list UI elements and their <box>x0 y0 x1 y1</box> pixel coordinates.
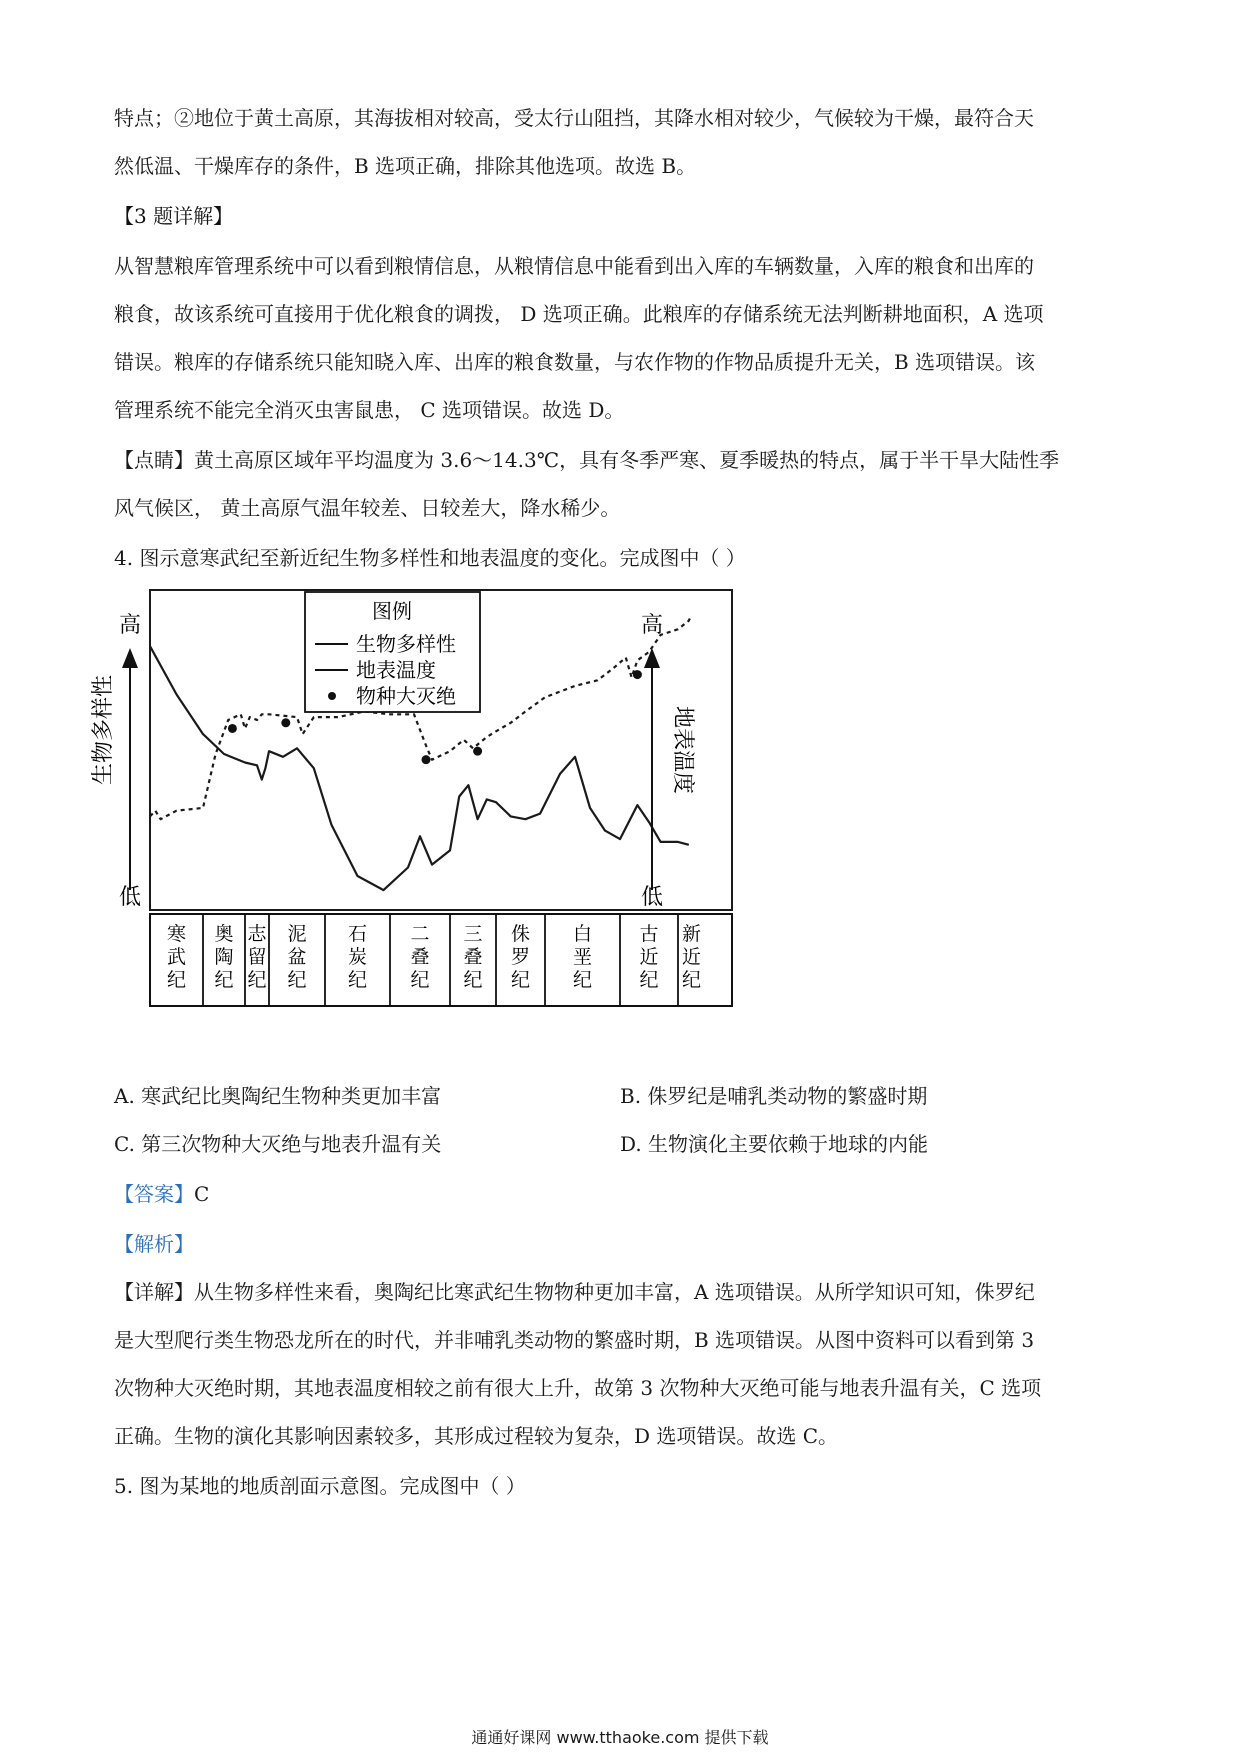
chart-legend <box>305 592 480 712</box>
paragraph-line: 错误。粮库的存储系统只能知晓入库、出库的粮食数量，与农作物的作物品质提升无关，B 选项错误。该 <box>114 350 1036 374</box>
period-label: 泥盆纪 <box>287 923 307 991</box>
answer-value: C <box>194 1182 210 1206</box>
paragraph-line: 然低温、干燥库存的条件，B 选项正确，排除其他选项。故选 B。 <box>114 154 697 178</box>
left-axis-title: 生物多样性 <box>91 674 116 786</box>
legend-extinction-swatch <box>328 692 336 700</box>
left-axis-low: 低 <box>118 885 142 910</box>
paragraph-line: 风气候区， 黄土高原气温年较差、日较差大，降水稀少。 <box>114 496 621 520</box>
period-label: 志留纪 <box>247 923 267 991</box>
legend-title: 图例 <box>372 599 412 623</box>
paragraph-line: 次物种大灭绝时期，其地表温度相较之前有很大上升，故第 3 次物种大灭绝可能与地表升温有关，C 选项 <box>114 1376 1042 1400</box>
section-heading: 【3 题详解】 <box>114 204 234 228</box>
period-label: 石炭纪 <box>347 923 368 991</box>
period-label: 古近纪 <box>639 923 659 991</box>
legend-extinction-label: 物种大灭绝 <box>356 684 456 708</box>
extinction-point <box>633 670 642 679</box>
right-axis-high: 高 <box>640 613 664 638</box>
period-label: 新近纪 <box>681 923 702 991</box>
option-c: C. 第三次物种大灭绝与地表升温有关 <box>114 1132 442 1156</box>
period-label: 二叠纪 <box>410 923 430 991</box>
biodiversity-temperature-chart <box>91 590 740 1060</box>
left-axis-arrow <box>122 648 138 668</box>
option-b: B. 侏罗纪是哺乳类动物的繁盛时期 <box>620 1084 928 1108</box>
paragraph-line: 管理系统不能完全消灭虫害鼠患， C 选项错误。故选 D。 <box>114 398 625 422</box>
option-a: A. 寒武纪比奥陶纪生物种类更加丰富 <box>114 1084 442 1108</box>
legend-temperature-label: 地表温度 <box>356 658 436 682</box>
paragraph-line: 特点；②地位于黄土高原，其海拔相对较高，受太行山阻挡，其降水相对较少，气候较为干燥，最符合天 <box>114 106 1034 130</box>
extinction-point <box>228 724 237 733</box>
period-label: 侏罗纪 <box>510 923 531 991</box>
extinction-point <box>281 718 290 727</box>
paragraph-line: 正确。生物的演化其影响因素较多，其形成过程较为复杂，D 选项错误。故选 C。 <box>114 1424 839 1448</box>
legend-biodiversity-label: 生物多样性 <box>356 632 456 656</box>
period-table <box>150 914 732 1006</box>
paragraph-line: 是大型爬行类生物恐龙所在的时代，并非哺乳类动物的繁盛时期，B 选项错误。从图中资料可以看到第 3 <box>114 1328 1035 1352</box>
extinction-point <box>422 755 431 764</box>
answer-label: 【答案】 <box>114 1182 194 1206</box>
analysis-label: 【解析】 <box>114 1232 194 1256</box>
period-label: 白垩纪 <box>572 923 593 991</box>
paragraph-line: 从智慧粮库管理系统中可以看到粮情信息，从粮情信息中能看到出入库的车辆数量，入库的粮食和出库的 <box>114 254 1034 278</box>
option-d: D. 生物演化主要依赖于地球的内能 <box>620 1132 929 1156</box>
right-axis-arrow <box>644 648 660 668</box>
paragraph-line: 【详解】从生物多样性来看，奥陶纪比寒武纪生物物种更加丰富，A 选项错误。从所学知识可知，侏罗纪 <box>114 1280 1035 1304</box>
paragraph-line: 【点睛】黄土高原区域年平均温度为 3.6～14.3℃，具有冬季严寒、夏季暖热的特点，属于半干旱大陆性季 <box>114 448 1060 472</box>
period-label: 寒武纪 <box>166 923 187 991</box>
footer-text: 通通好课网 www.tthaoke.com 提供下载 <box>471 1728 769 1747</box>
period-label: 奥陶纪 <box>214 923 234 991</box>
left-axis-high: 高 <box>118 613 142 638</box>
period-label: 三叠纪 <box>463 923 483 991</box>
right-axis-low: 低 <box>640 885 664 910</box>
paragraph-line: 粮食，故该系统可直接用于优化粮食的调拨， D 选项正确。此粮库的存储系统无法判断耕地面积，A 选项 <box>114 302 1044 326</box>
answer-line <box>114 1180 1134 1208</box>
question-stem: 5. 图为某地的地质剖面示意图。完成图中（ ） <box>114 1474 526 1498</box>
right-axis-title: 地表温度 <box>670 705 695 795</box>
chart-svg <box>91 590 740 1060</box>
extinction-point <box>473 747 482 756</box>
question-stem: 4. 图示意寒武纪至新近纪生物多样性和地表温度的变化。完成图中（ ） <box>114 546 746 570</box>
